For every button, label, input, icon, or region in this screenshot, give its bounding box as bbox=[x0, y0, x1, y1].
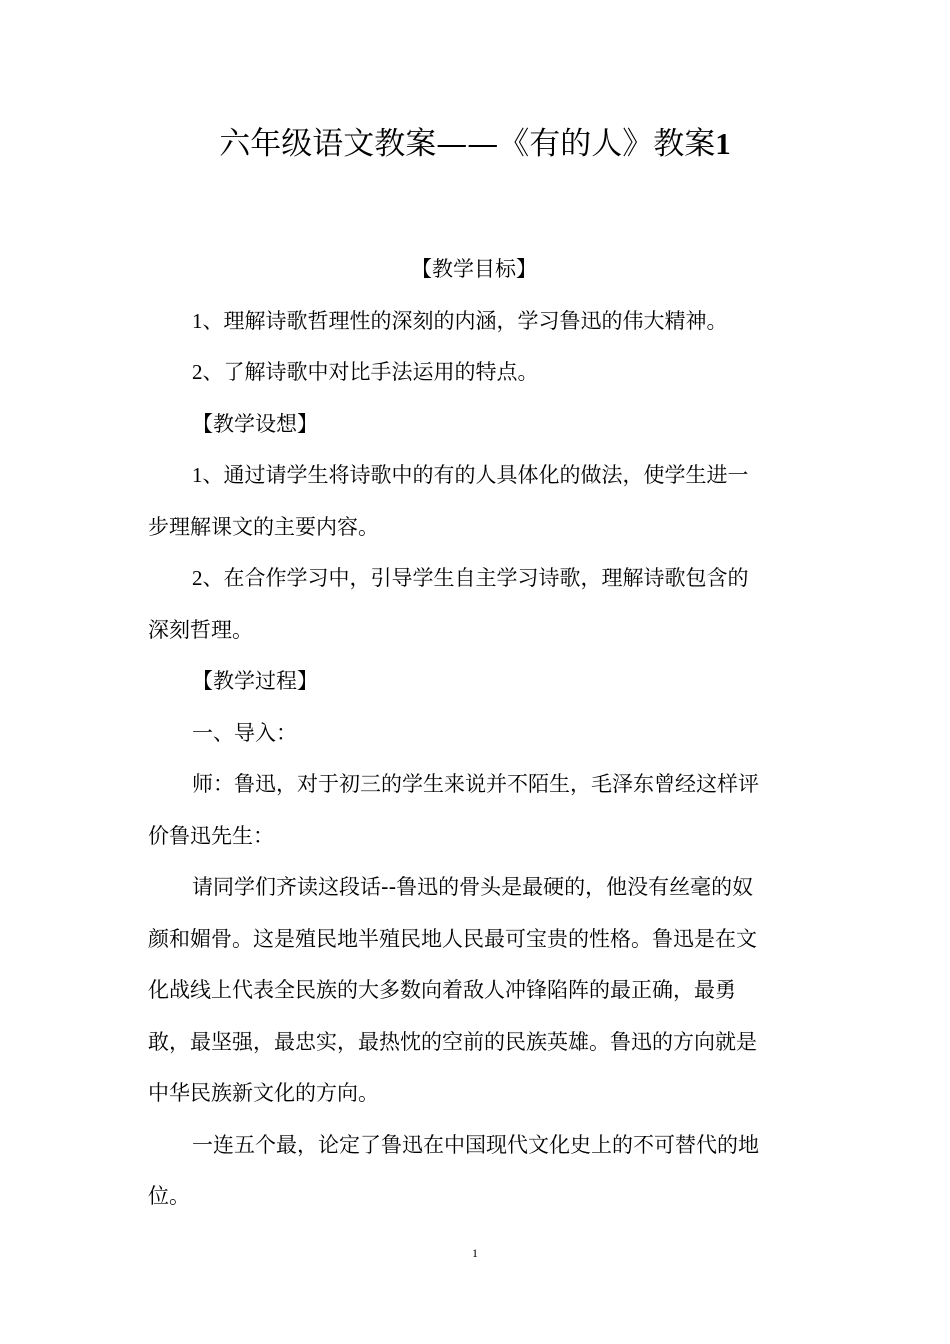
quote-line-2: 颜和媚骨。这是殖民地半殖民地人民最可宝贵的性格。鲁迅是在文 bbox=[148, 926, 757, 951]
page-title bbox=[0, 122, 950, 166]
quote-line-3: 化战线上代表全民族的大多数向着敌人冲锋陷阵的最正确，最勇 bbox=[148, 978, 736, 1002]
quote-line-1: 请同学们齐读这段话--鲁迅的骨头是最硬的，他没有丝毫的奴 bbox=[192, 875, 754, 899]
design-2-line-2: 深刻哲理。 bbox=[148, 617, 253, 642]
design-2-number: 2 bbox=[192, 566, 203, 590]
design-1-line-1 bbox=[148, 450, 800, 502]
teacher-line-1: 师：鲁迅，对于初三的学生来说并不陌生，毛泽东曾经这样评 bbox=[192, 772, 759, 796]
objective-2-text: 、了解诗歌中对比手法运用的特点。 bbox=[202, 360, 539, 384]
summary-line-2: 位。 bbox=[148, 1184, 190, 1208]
design-1-number: 1 bbox=[192, 463, 203, 487]
title-text: 六年级语文教案——《有的人》教案 bbox=[219, 126, 716, 162]
page-number: 1 bbox=[472, 1246, 478, 1260]
objective-1 bbox=[148, 296, 800, 348]
summary-line-1: 一连五个最，论定了鲁迅在中国现代文化史上的不可替代的地 bbox=[192, 1132, 759, 1157]
quote-line-4: 敢，最坚强，最忠实，最热忱的空前的民族英雄。鲁迅的方向就是 bbox=[148, 1029, 757, 1054]
quote-line-5: 中华民族新文化的方向。 bbox=[148, 1081, 379, 1105]
objective-2 bbox=[148, 347, 800, 399]
title-number: 1 bbox=[715, 126, 731, 161]
document-body bbox=[148, 244, 800, 1223]
teacher-line-2: 价鲁迅先生： bbox=[148, 823, 274, 848]
design-1-line-2: 步理解课文的主要内容。 bbox=[148, 514, 379, 539]
objectives-heading: 【教学目标】 bbox=[411, 257, 537, 281]
process-heading: 【教学过程】 bbox=[192, 669, 318, 693]
objective-2-number: 2 bbox=[192, 360, 203, 384]
intro-heading: 一、导入： bbox=[192, 720, 297, 745]
objective-1-text: 、理解诗歌哲理性的深刻的内涵，学习鲁迅的伟大精神。 bbox=[202, 308, 728, 333]
design-2-text: 、在合作学习中，引导学生自主学习诗歌，理解诗歌包含的 bbox=[202, 566, 749, 590]
design-2-line-1 bbox=[148, 553, 800, 605]
design-1-text: 、通过请学生将诗歌中的有的人具体化的做法，使学生进一 bbox=[202, 463, 749, 487]
objective-1-number: 1 bbox=[192, 308, 203, 333]
design-heading: 【教学设想】 bbox=[192, 411, 318, 436]
